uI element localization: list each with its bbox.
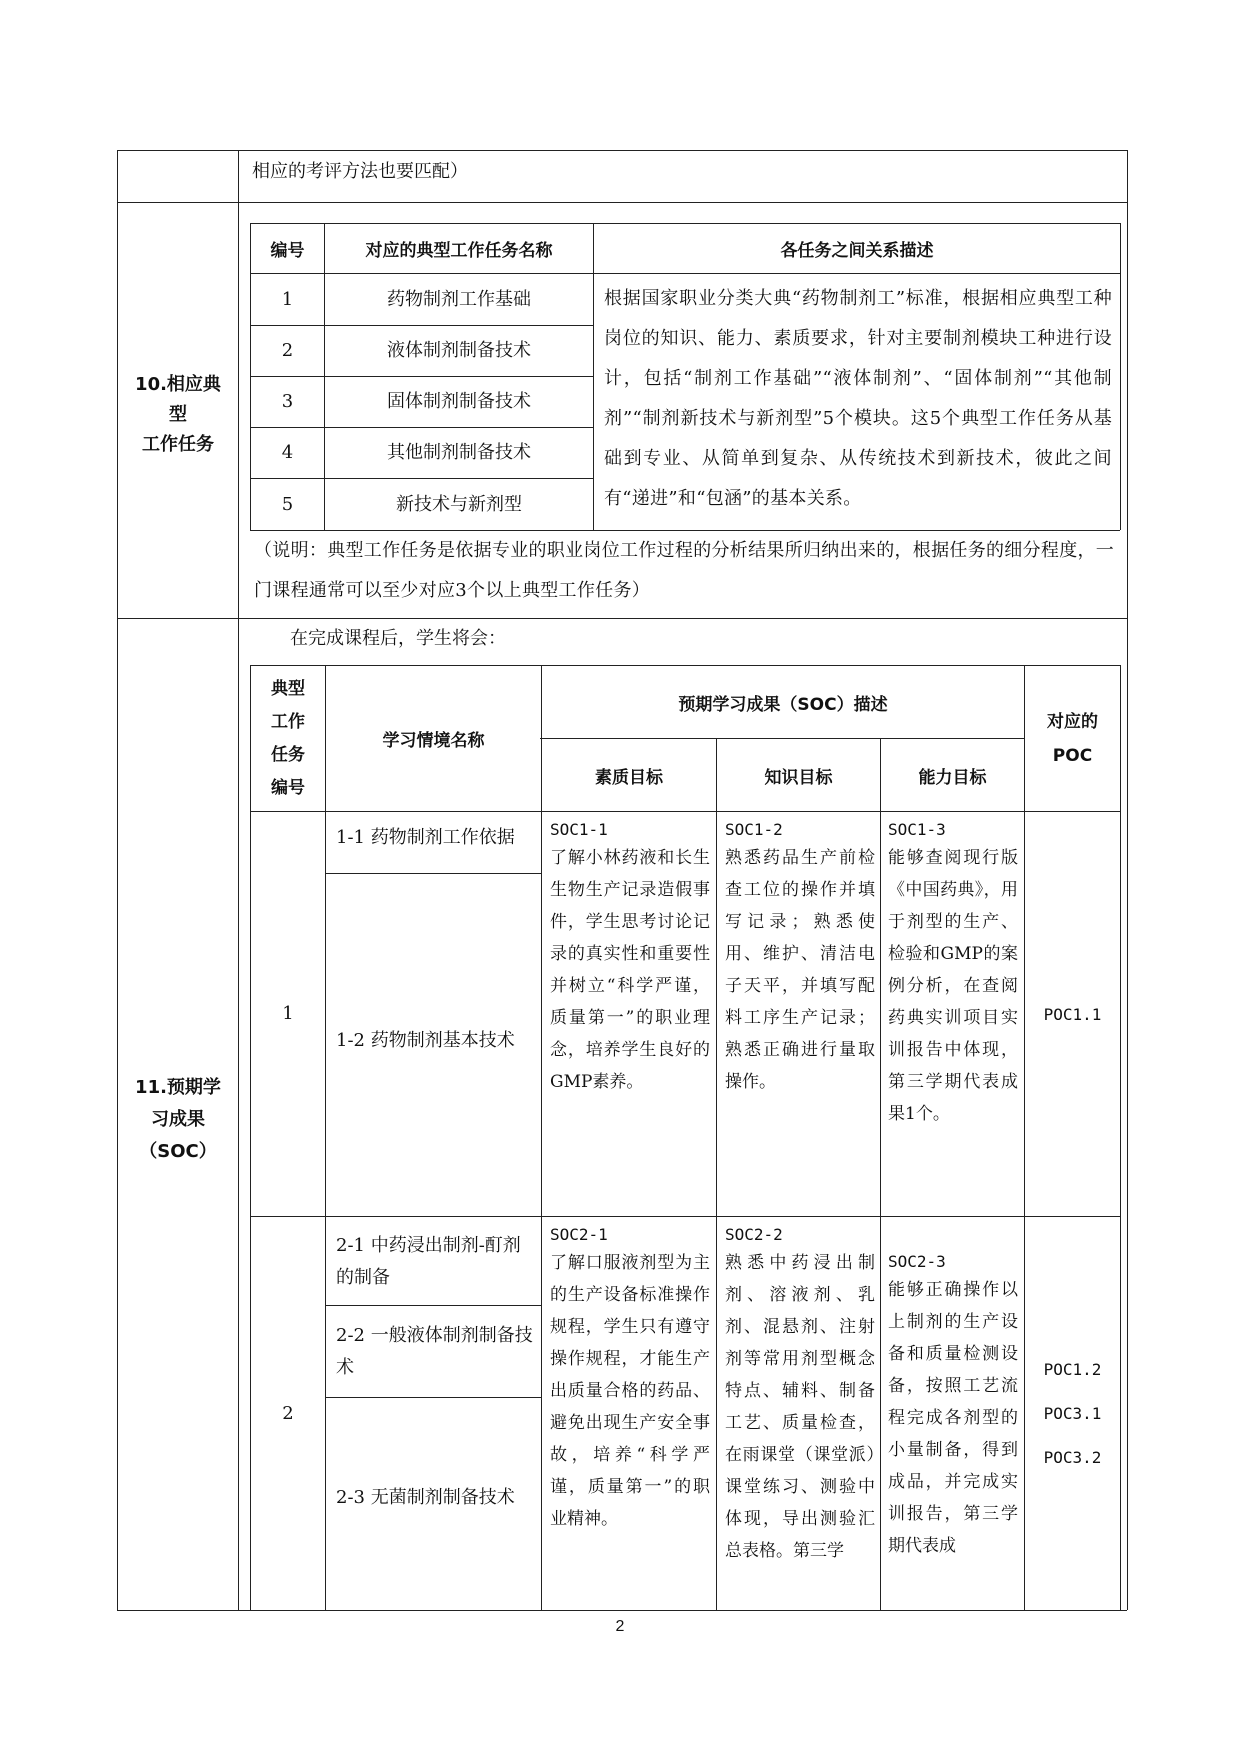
t11-header-bottom (250, 811, 1120, 812)
t11-right-border (1120, 665, 1121, 1610)
soc-knowledge-text: 熟悉药品生产前检查工位的操作并填写记录；熟悉使用、维护、清洁电子天平，并填写配料工序生产记录；熟悉正确进行量取操作。 (725, 848, 875, 1092)
t11-ability-cell (888, 818, 1018, 1130)
soc-code: SOC1-2 (725, 820, 783, 839)
section11-label-line2: 习成果 (151, 1109, 205, 1130)
t11-scenario: 2-2 一般液体制剂制备技术 (336, 1325, 533, 1378)
t11-scenario: 2-3 无菌制剂制备技术 (336, 1487, 515, 1508)
t11-header-task-num-line: 编号 (271, 777, 305, 798)
soc-code: SOC1-1 (550, 820, 608, 839)
outer-bottom-border (117, 1610, 1127, 1611)
section11-intro: 在完成课程后，学生将会： (290, 628, 506, 649)
soc-code: SOC2-2 (725, 1225, 783, 1244)
t10-relation-text: 根据国家职业分类大典“药物制剂工”标准，根据相应典型工种岗位的知识、能力、素质要求，针对主要制剂模块工种进行设计，包括“制剂工作基础”“液体制剂”、“固体制剂”“其他制剂”“制剂新技术与新剂型”5个模块。这5个典型工作任务从基础到专业、从简单到复杂、从传统技术到新技术，彼此之间有“递进”和“包涵”的基本关系。 (604, 288, 1112, 509)
t11-row-divider (250, 1216, 1120, 1217)
soc-code: SOC2-3 (888, 1252, 946, 1271)
t11-quality-cell (550, 1223, 710, 1535)
t10-task-num: 4 (281, 442, 294, 463)
t11-header-task-num-line: 典型 (271, 678, 305, 699)
t11-poc-list (1025, 1217, 1120, 1610)
label-column-border (238, 150, 239, 1610)
section11-label-line1: 11.预期学 (135, 1077, 221, 1098)
t10-task-name: 液体制剂制备技术 (387, 340, 531, 361)
t11-header-knowledge: 知识目标 (764, 767, 833, 788)
page-number: 2 (615, 1618, 625, 1635)
t10-task-name: 固体制剂制备技术 (387, 391, 531, 412)
t11-quality-cell (550, 818, 710, 1098)
t11-task-num: 1 (282, 1003, 294, 1024)
t11-ability-cell (888, 1250, 1018, 1608)
t11-header-ability: 能力目标 (918, 767, 987, 788)
t11-header-poc-line: POC (1052, 745, 1093, 766)
section11-label-line3: （SOC） (139, 1141, 217, 1162)
section10-label-line2: 型 (169, 404, 187, 425)
t10-task-num: 3 (281, 391, 294, 412)
t11-col-line (880, 738, 881, 1610)
t11-task-num: 2 (282, 1402, 294, 1424)
t11-scenario: 2-1 中药浸出制剂-酊剂的制备 (336, 1235, 521, 1288)
t11-scenario-line (325, 1397, 541, 1398)
t10-task-name: 其他制剂制备技术 (387, 442, 531, 463)
t10-header-name: 对应的典型工作任务名称 (365, 241, 553, 261)
soc-quality-text: 了解小林药液和长生生物生产记录造假事件，学生思考讨论记录的真实性和重要性并树立“科学严谨，质量第一”的职业理念，培养学生良好的GMP素养。 (550, 848, 710, 1092)
t11-poc: POC1.1 (1043, 1004, 1102, 1024)
t11-poc: POC1.2 (1043, 1359, 1102, 1379)
t11-header-quality: 素质目标 (595, 767, 663, 788)
t11-scenario-line (325, 873, 541, 874)
soc-ability-text: 能够正确操作以上制剂的生产设备和质量检测设备，按照工艺流程完成各剂型的小量制备，得到成品，并完成实训报告，第三学期代表成 (888, 1280, 1018, 1556)
t11-header-soc-desc: 预期学习成果（SOC）描述 (678, 694, 888, 715)
row-divider (117, 618, 1127, 619)
t11-header-task-num (251, 666, 325, 811)
section10-note: （说明：典型工作任务是依据专业的职业岗位工作过程的分析结果所归纳出来的，根据任务的细分程度，一门课程通常可以至少对应3个以上典型工作任务） (254, 540, 1115, 601)
section10-label-line1: 10.相应典 (135, 374, 221, 395)
top-row-text: 相应的考评方法也要匹配） (252, 161, 468, 182)
t10-header-num: 编号 (270, 241, 305, 261)
t11-scenario: 1-2 药物制剂基本技术 (336, 1030, 515, 1051)
section10-label-line3: 工作任务 (142, 434, 214, 455)
section10-label (118, 360, 238, 470)
t10-task-num: 2 (281, 340, 294, 361)
t11-poc: POC3.1 (1043, 1403, 1102, 1423)
soc-ability-text: 能够查阅现行版《中国药典》，用于剂型的生产、检验和GMP的案例分析，在查阅药典实训项目实训报告中体现，第三学期代表成果1个。 (888, 848, 1018, 1124)
t11-scenario-line (325, 1305, 541, 1306)
soc-knowledge-text: 熟悉中药浸出制剂、溶液剂、乳剂、混悬剂、注射剂等常用剂型概念特点、辅料、制备工艺、质量检查，在雨课堂（课堂派）课堂练习、测验中体现，导出测验汇总表格。第三学 (725, 1253, 875, 1561)
section11-label (118, 1060, 238, 1180)
t10-header-relation: 各任务之间关系描述 (780, 241, 934, 261)
outer-top-border (117, 150, 1127, 151)
t11-header-task-num-line: 工作 (271, 711, 305, 732)
t11-knowledge-cell (725, 1223, 875, 1608)
t11-col-line (716, 738, 717, 1610)
t10-task-num: 1 (281, 288, 294, 310)
soc-code: SOC2-1 (550, 1225, 608, 1244)
t10-task-name: 药物制剂工作基础 (387, 288, 531, 310)
soc-code: SOC1-3 (888, 820, 946, 839)
t11-knowledge-cell (725, 818, 875, 1098)
outer-right-border (1127, 150, 1128, 1610)
t11-header-task-num-line: 任务 (271, 744, 305, 765)
soc-quality-text: 了解口服液剂型为主的生产设备标准操作规程，学生只有遵守操作规程，才能生产出质量合格的药品、避免出现生产安全事故，培养“科学严谨，质量第一”的职业精神。 (550, 1253, 710, 1529)
t11-header-poc-line: 对应的 (1047, 711, 1098, 732)
t11-poc: POC3.2 (1043, 1447, 1102, 1467)
t11-scenario: 1-1 药物制剂工作依据 (336, 827, 515, 848)
t10-task-num: 5 (281, 493, 294, 515)
t10-right-border (1120, 223, 1121, 530)
t11-header-scenario: 学习情境名称 (382, 731, 485, 751)
t11-header-poc (1025, 666, 1120, 811)
row-divider (117, 202, 1127, 203)
t10-task-name: 新技术与新剂型 (396, 493, 522, 515)
